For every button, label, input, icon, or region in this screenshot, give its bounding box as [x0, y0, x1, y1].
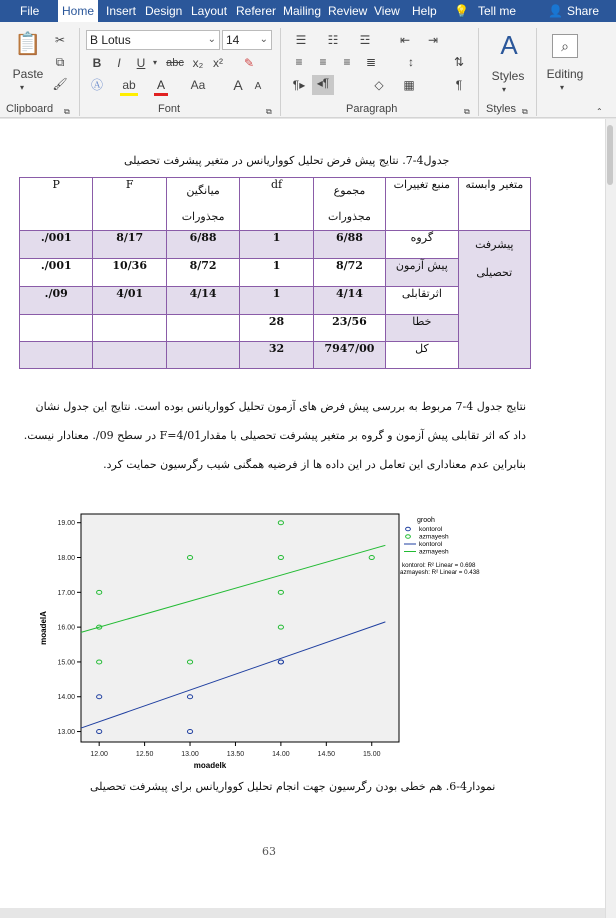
tab-insert[interactable]: Insert [106, 4, 137, 18]
dependent-variable-cell: پیشرفت تحصیلی [458, 231, 530, 369]
rtl-direction-icon[interactable]: ◂¶ [312, 75, 334, 95]
tab-layout[interactable]: Layout [191, 4, 228, 18]
source-cell: کل [386, 342, 458, 369]
shading-icon[interactable]: ◇ [374, 78, 384, 92]
status-area [0, 908, 605, 918]
df-cell: 1 [240, 231, 313, 259]
x-tick-label: 14.50 [317, 751, 336, 758]
regression-scatter-chart [36, 508, 526, 770]
subscript-button[interactable]: x₂ [192, 56, 204, 70]
styles-icon[interactable]: A [500, 30, 518, 60]
f-cell: 4/01 [93, 287, 166, 315]
x-tick-label: 13.00 [181, 751, 199, 758]
change-case-button[interactable]: Aa [190, 78, 206, 92]
tab-references[interactable]: Referer [236, 4, 277, 18]
text-effects-icon[interactable]: Ⓐ [90, 78, 103, 92]
y-tick-label: 17.00 [57, 589, 75, 597]
ribbon-tab-bar [0, 0, 616, 22]
page-number: 63 [262, 845, 276, 858]
y-tick-label: 19.00 [57, 520, 75, 528]
italic-button[interactable]: I [117, 56, 121, 70]
strikethrough-button[interactable]: abc [166, 57, 184, 69]
chevron-down-icon: ⌄ [259, 34, 268, 45]
person-icon: 👤 [548, 4, 563, 18]
table-header-cell: df [240, 178, 313, 231]
scrollbar-thumb[interactable] [607, 125, 613, 185]
r2-label: kontorol: R² Linear = 0.698 [402, 562, 476, 569]
bold-button[interactable]: B [92, 56, 102, 70]
superscript-button[interactable]: x² [213, 56, 223, 70]
y-tick-label: 16.00 [57, 624, 75, 632]
tab-design[interactable]: Design [145, 4, 183, 18]
font-size-value: 14 [226, 33, 240, 47]
align-center-icon[interactable]: ≡ [319, 55, 327, 69]
align-right-icon[interactable]: ≡ [343, 55, 351, 69]
legend-title: grooh [417, 517, 435, 524]
y-tick-label: 18.00 [57, 555, 75, 563]
p-cell [20, 342, 93, 369]
format-painter-icon[interactable]: 🖌 [52, 77, 68, 91]
group-divider [79, 28, 80, 116]
f-cell [93, 315, 166, 342]
df-cell: 1 [240, 259, 313, 287]
line-spacing-icon[interactable]: ↕ [408, 55, 414, 69]
cut-icon[interactable]: ✂ [54, 33, 66, 47]
editing-button[interactable]: Editing [546, 67, 584, 81]
tab-help[interactable]: Help [412, 4, 437, 18]
y-tick-label: 14.00 [57, 694, 75, 702]
tab-review[interactable]: Review [328, 4, 368, 18]
tab-view[interactable]: View [374, 4, 400, 18]
ms-cell [166, 315, 239, 342]
lightbulb-icon: 💡 [454, 4, 469, 18]
justify-icon[interactable]: ≣ [365, 55, 377, 69]
group-divider [478, 28, 479, 116]
table-row [20, 315, 531, 342]
table-header-cell: F [93, 178, 166, 231]
x-axis-label: moadelk [193, 761, 227, 770]
table-row [20, 231, 531, 259]
tab-file[interactable]: File [20, 4, 40, 18]
collapse-ribbon-icon[interactable]: ⌃ [596, 107, 603, 116]
styles-button[interactable]: Styles [491, 69, 525, 83]
source-cell: خطا [386, 315, 458, 342]
legend-marker [406, 535, 411, 539]
plot-area [81, 514, 399, 742]
legend-label: azmayesh [419, 548, 449, 556]
x-tick-label: 12.50 [135, 751, 154, 758]
paste-button[interactable]: Paste [12, 67, 44, 81]
dialog-launcher-icon[interactable]: ⧉ [522, 107, 528, 116]
ms-cell: 4/14 [166, 287, 239, 315]
shrink-font-button[interactable]: A [254, 81, 262, 92]
table-header-cell: P [20, 178, 93, 231]
df-cell: 32 [240, 342, 313, 369]
group-label-font: Font [158, 103, 181, 115]
align-left-icon[interactable]: ≡ [295, 55, 303, 69]
decrease-indent-icon[interactable]: ⇤ [399, 33, 411, 47]
f-cell: 8/17 [93, 231, 166, 259]
p-cell: 001/. [20, 259, 93, 287]
p-cell: 09/. [20, 287, 93, 315]
increase-indent-icon[interactable]: ⇥ [427, 33, 439, 47]
legend-label: azmayesh [419, 533, 449, 541]
tab-mailings[interactable]: Mailing [283, 4, 322, 18]
chevron-down-icon[interactable]: ▾ [560, 83, 565, 92]
font-color-button[interactable]: A [154, 77, 168, 96]
group-divider [280, 28, 281, 116]
group-label-clipboard: Clipboard [6, 103, 54, 115]
ss-cell: 23/56 [313, 315, 385, 342]
paragraph-line: نتایج جدول 4-7 مربوط به بررسی پیش فرض های آزمون تحلیل کوواریانس بوده است. نتایج این جدول نشان [35, 400, 526, 413]
bullets-icon[interactable]: ☰ [295, 33, 307, 47]
chart-caption: نمودار4-6. هم خطی بودن رگرسیون جهت انجام تحلیل کوواریانس برای پیشرفت تحصیلی [90, 780, 496, 793]
show-marks-icon[interactable]: ¶ [455, 78, 463, 92]
legend-label: kontorol [419, 526, 443, 533]
x-tick-label: 13.50 [226, 751, 245, 758]
chevron-down-icon[interactable]: ▾ [502, 85, 507, 94]
ribbon-home [0, 22, 616, 118]
tell-me-search[interactable]: Tell me [478, 4, 517, 18]
legend-label: kontorol [419, 541, 443, 548]
paragraph-line: داد که اثر تقابلی پیش آزمون و گروه بر متغیر پیشرفت تحصیلی با مقدار4/01=F در سطح 09/. معنادار نیست. [23, 429, 526, 442]
x-tick-label: 12.00 [90, 751, 108, 758]
y-axis-label: moadelA [39, 611, 48, 645]
source-cell: گروه [386, 231, 458, 259]
tab-home[interactable]: Home [58, 0, 98, 22]
source-cell: پیش آزمون [386, 259, 458, 287]
source-cell: اثرتقابلی [386, 287, 458, 315]
ltr-direction-icon[interactable]: ¶▸ [292, 78, 306, 92]
x-tick-label: 15.00 [362, 751, 381, 758]
multilevel-list-icon[interactable]: ☲ [359, 33, 371, 47]
table-row [20, 342, 531, 369]
ms-cell [166, 342, 239, 369]
chevron-down-icon: ⌄ [207, 34, 216, 45]
group-divider [536, 28, 537, 116]
dialog-launcher-icon[interactable]: ⧉ [464, 107, 470, 116]
table-header-cell: منبع تغییرات [386, 178, 458, 231]
x-tick-label: 14.00 [272, 751, 290, 758]
dialog-launcher-icon[interactable]: ⧉ [266, 107, 272, 116]
table-header-cell: میانگین مجذورات [166, 178, 239, 231]
table-header-cell: مجموع مجذورات [313, 178, 385, 231]
font-name-dropdown[interactable] [86, 30, 220, 50]
ss-cell: 7947/00 [313, 342, 385, 369]
table-row [20, 259, 531, 287]
font-name-value: B Lotus [90, 33, 131, 47]
numbering-icon[interactable]: ☷ [327, 33, 339, 47]
ms-cell: 8/72 [166, 259, 239, 287]
table-caption: جدول4-7. نتایج پیش فرض تحلیل کوواریانس در متغیر پیشرفت تحصیلی [124, 154, 450, 167]
p-cell [20, 315, 93, 342]
share-button[interactable]: Share [567, 4, 600, 18]
group-label-styles: Styles [486, 103, 516, 115]
dialog-launcher-icon[interactable]: ⧉ [64, 107, 70, 116]
search-icon[interactable]: ⌕ [552, 34, 578, 58]
underline-button[interactable]: U [136, 56, 146, 70]
table-header-cell: متغیر وابسته [458, 178, 530, 231]
ss-cell: 6/88 [313, 231, 385, 259]
df-cell: 28 [240, 315, 313, 342]
p-cell: 001/. [20, 231, 93, 259]
y-tick-label: 13.00 [57, 729, 75, 737]
sort-icon[interactable]: ⇅ [453, 55, 465, 69]
legend-marker [406, 527, 411, 531]
borders-icon[interactable]: ▦ [403, 78, 415, 92]
df-cell: 1 [240, 287, 313, 315]
paragraph-line: بنابراین عدم معناداری این تعامل در این داده ها از فرضیه همگنی شیب رگرسیون حمایت کرد. [103, 458, 526, 471]
ancova-table [19, 177, 531, 369]
r2-label: azmayesh: R² Linear = 0.438 [400, 569, 480, 576]
paste-icon[interactable]: 📋 [14, 31, 42, 56]
highlight-color-icon[interactable]: ab [120, 77, 138, 96]
ss-cell: 8/72 [313, 259, 385, 287]
chevron-down-icon[interactable]: ▾ [152, 58, 157, 67]
group-label-paragraph: Paragraph [346, 103, 398, 115]
vertical-scrollbar[interactable] [605, 119, 616, 918]
font-size-dropdown[interactable] [222, 30, 272, 50]
chevron-down-icon[interactable]: ▾ [20, 83, 25, 92]
f-cell [93, 342, 166, 369]
ss-cell: 4/14 [313, 287, 385, 315]
y-tick-label: 15.00 [57, 659, 75, 667]
f-cell: 10/36 [93, 259, 166, 287]
clear-formatting-icon[interactable]: ✎ [243, 56, 255, 70]
ms-cell: 6/88 [166, 231, 239, 259]
grow-font-button[interactable]: A [233, 77, 243, 93]
copy-icon[interactable]: ⧉ [55, 55, 65, 69]
table-row [20, 287, 531, 315]
